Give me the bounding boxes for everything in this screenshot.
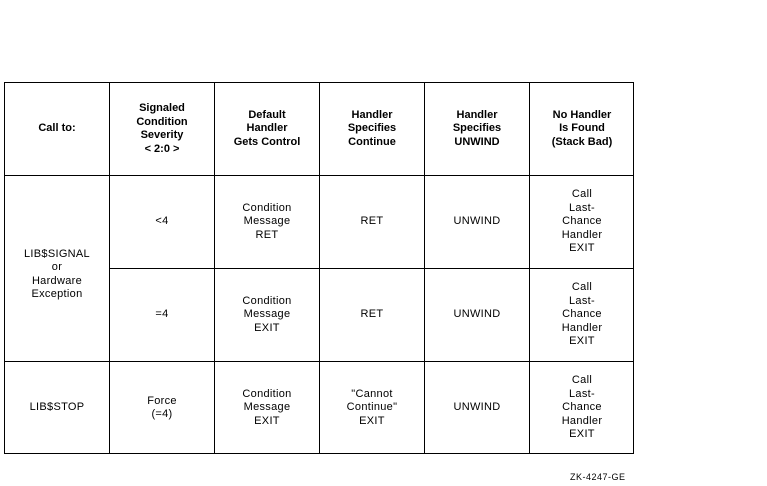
call-to-lib-stop: LIB$STOP [4, 361, 109, 454]
row2-handler-unwind: UNWIND [424, 268, 529, 361]
row3-handler-unwind: UNWIND [424, 361, 529, 454]
row1-default-handler: Condition Message RET [214, 175, 319, 268]
row3-severity: Force (=4) [109, 361, 214, 454]
header-severity: Signaled Condition Severity < 2:0 > [109, 82, 214, 175]
row3-default-handler: Condition Message EXIT [214, 361, 319, 454]
row1-handler-unwind: UNWIND [424, 175, 529, 268]
row2-default-handler: Condition Message EXIT [214, 268, 319, 361]
header-handler-unwind: Handler Specifies UNWIND [424, 82, 529, 175]
figure-id: ZK-4247-GE [570, 472, 626, 482]
row1-handler-continue: RET [319, 175, 424, 268]
header-call-to: Call to: [4, 82, 109, 175]
row2-severity: =4 [109, 268, 214, 361]
row1-severity: <4 [109, 175, 214, 268]
header-default-handler: Default Handler Gets Control [214, 82, 319, 175]
row3-no-handler: Call Last- Chance Handler EXIT [529, 361, 634, 454]
row2-handler-continue: RET [319, 268, 424, 361]
row1-no-handler: Call Last- Chance Handler EXIT [529, 175, 634, 268]
condition-handling-table [4, 82, 634, 454]
header-handler-continue: Handler Specifies Continue [319, 82, 424, 175]
header-no-handler: No Handler Is Found (Stack Bad) [529, 82, 634, 175]
row3-handler-continue: "Cannot Continue" EXIT [319, 361, 424, 454]
call-to-lib-signal: LIB$SIGNAL or Hardware Exception [4, 175, 109, 361]
row2-no-handler: Call Last- Chance Handler EXIT [529, 268, 634, 361]
